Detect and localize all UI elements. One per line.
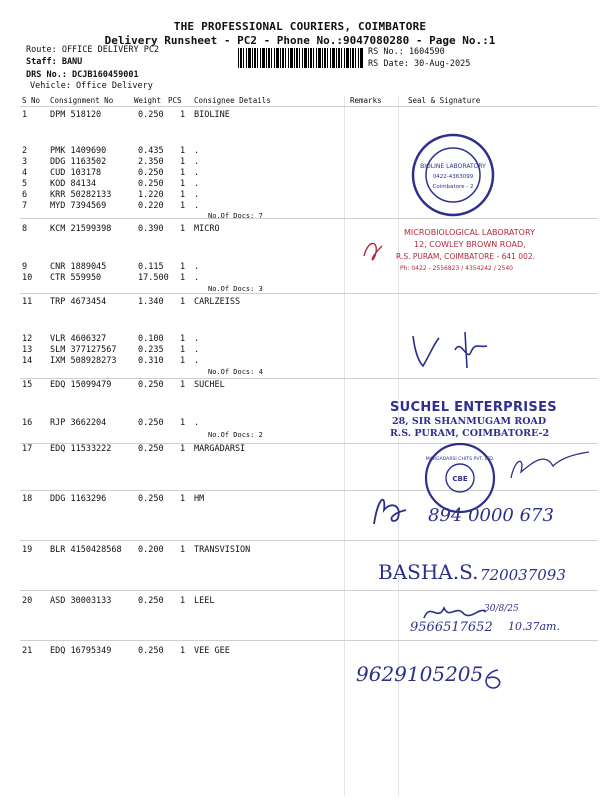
- table-row: 12 VLR 4606327 0.100 1 .: [22, 334, 200, 344]
- col-remarks: Remarks: [350, 96, 382, 105]
- margadarsi-signature: [505, 448, 595, 488]
- leel-date: 30/8/25: [484, 604, 519, 614]
- row-separator: [20, 490, 598, 491]
- table-row: 16 RJP 3662204 0.250 1 .: [22, 418, 200, 428]
- table-row: 10 CTR 559950 17.500 1 .: [22, 273, 200, 283]
- table-row: 7 MYD 7394569 0.220 1 .: [22, 201, 200, 211]
- suchel-stamp-city: R.S. PURAM, COIMBATORE-2: [390, 428, 550, 439]
- col-pcs: PCS: [168, 96, 182, 105]
- rs-date: RS Date: 30-Aug-2025: [368, 59, 471, 69]
- veegee-signature: [478, 664, 508, 694]
- row-separator: [20, 590, 598, 591]
- micro-stamp-address: 12, COWLEY BROWN ROAD,: [414, 240, 526, 249]
- table-row: 13 SLM 377127567 0.235 1 .: [22, 345, 200, 355]
- col-consignment: Consignment No: [50, 96, 114, 105]
- table-row: 18 DDG 1163296 0.250 1 HM: [22, 494, 205, 504]
- row-separator: [20, 378, 598, 379]
- bioline-stamp: [410, 132, 496, 218]
- table-row: 20 ASD 30003133 0.250 1 LEEL: [22, 596, 215, 606]
- table-row: 1 DPM 518120 0.250 1 BIOLINE: [22, 110, 230, 120]
- carlzeiss-signature: [405, 328, 515, 372]
- micro-signature: [360, 236, 390, 266]
- suchel-stamp-name: SUCHEL ENTERPRISES: [390, 400, 557, 415]
- col-weight: Weight: [134, 96, 162, 105]
- vehicle-label: Vehicle: Office Delivery: [30, 81, 153, 91]
- bioline-stamp-name: BIOLINE LABORATORY: [420, 163, 486, 170]
- col-sno: S No: [22, 96, 41, 105]
- table-row: 9 CNR 1889045 0.115 1 .: [22, 262, 200, 272]
- suchel-stamp-address: 28, SIR SHANMUGAM ROAD: [392, 416, 547, 427]
- table-row: 19 BLR 4150428568 0.200 1 TRANSVISION: [22, 545, 251, 555]
- table-row: 8 KCM 21599398 0.390 1 MICRO: [22, 224, 220, 234]
- rs-number: RS No.: 1604590: [368, 47, 445, 57]
- route-label: Route: OFFICE DELIVERY PC2: [26, 45, 160, 55]
- micro-stamp-phone: Ph: 0422 - 2556823 / 4354242 / 2540: [400, 265, 513, 272]
- micro-stamp-name: MICROBIOLOGICAL LABORATORY: [404, 228, 535, 237]
- micro-stamp-city: R.S. PURAM, COIMBATORE - 641 002.: [396, 252, 535, 261]
- bioline-stamp-phone: 0422-4363099: [432, 174, 474, 180]
- barcode: [238, 48, 364, 68]
- docs-count: No.Of Docs: 7: [208, 212, 263, 220]
- hm-signature: [368, 490, 412, 530]
- col-consignee: Consignee Details: [194, 96, 271, 105]
- docs-count: No.Of Docs: 2: [208, 431, 263, 439]
- hm-phone: 894 0000 673: [428, 505, 554, 526]
- col-seal: Seal & Signature: [408, 96, 481, 105]
- table-row: 15 EDQ 15099479 0.250 1 SUCHEL: [22, 380, 225, 390]
- margadarsi-stamp-name: MARGADARSI CHITS PVT. LTD.: [425, 457, 495, 462]
- table-row: 11 TRP 4673454 1.340 1 CARLZEISS: [22, 297, 241, 307]
- row-separator: [20, 106, 598, 107]
- table-row: 17 EDQ 11533222 0.250 1 MARGADARSI: [22, 444, 246, 454]
- docs-count: No.Of Docs: 4: [208, 368, 263, 376]
- leel-time: 10.37am.: [508, 620, 560, 633]
- row-separator: [20, 293, 598, 294]
- table-row: 21 EDQ 16795349 0.250 1 VEE GEE: [22, 646, 230, 656]
- transvision-phone: 720037093: [480, 566, 566, 584]
- staff-label: Staff: BANU: [26, 57, 83, 67]
- transvision-name: BASHA.S.: [378, 560, 479, 584]
- row-separator: [20, 640, 598, 641]
- table-row: 14 IXM 508928273 0.310 1 .: [22, 356, 200, 366]
- table-row: 6 KRR 50282133 1.220 1 .: [22, 190, 200, 200]
- company-title: THE PROFESSIONAL COURIERS, COIMBATORE: [173, 20, 427, 33]
- bioline-stamp-city: Coimbatore - 2: [432, 184, 474, 190]
- table-row: 4 CUD 103178 0.250 1 .: [22, 168, 200, 178]
- row-separator: [20, 540, 598, 541]
- table-row: 3 DDG 1163502 2.350 1 .: [22, 157, 200, 167]
- docs-count: No.Of Docs: 3: [208, 285, 263, 293]
- row-separator: [20, 218, 598, 219]
- runsheet-subtitle: Delivery Runsheet - PC2 - Phone No.:9047080280 - Page No.:1: [104, 34, 496, 47]
- leel-phone: 9566517652: [410, 620, 493, 635]
- drs-number: DRS No.: DCJB160459001: [26, 70, 139, 80]
- veegee-phone: 9629105205: [356, 662, 484, 686]
- table-row: 5 KOD 84134 0.250 1 .: [22, 179, 200, 189]
- margadarsi-stamp-code: CBE: [452, 475, 468, 483]
- table-row: 2 PMK 1409690 0.435 1 .: [22, 146, 200, 156]
